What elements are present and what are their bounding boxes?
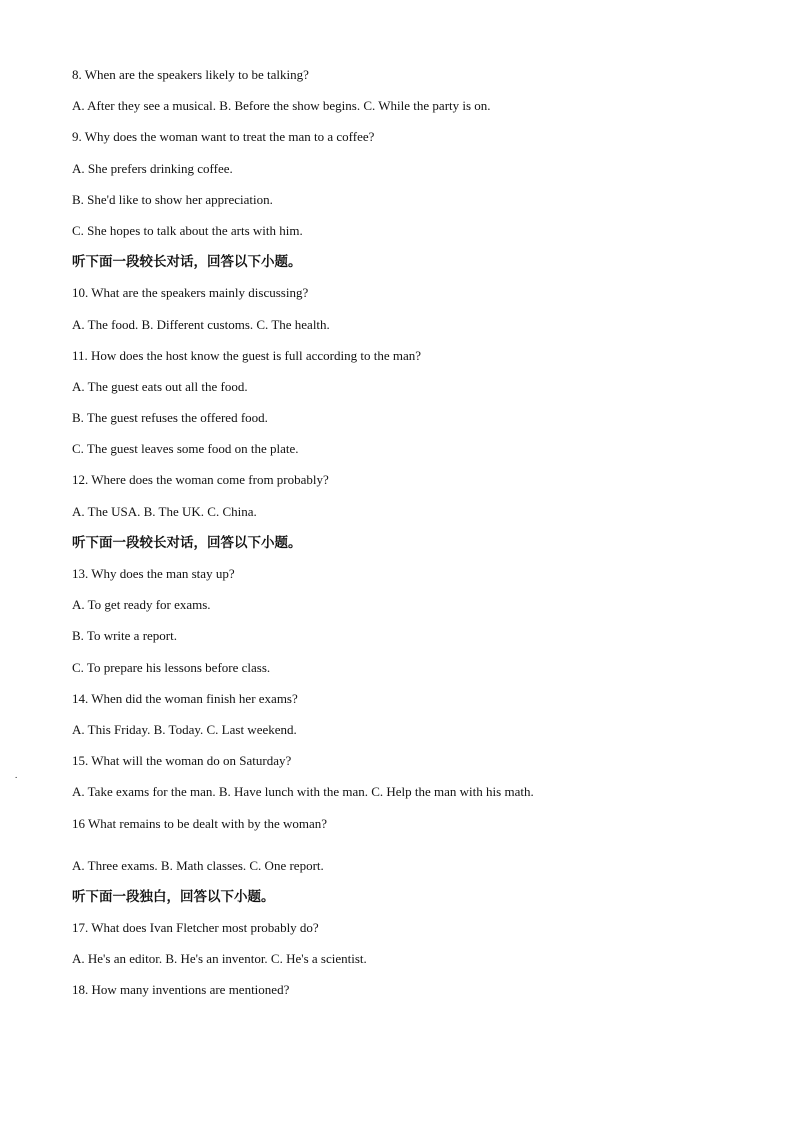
- answer-options: A. He's an editor. B. He's an inventor. C. He's a scientist.: [72, 951, 367, 967]
- question-text: 18. How many inventions are mentioned?: [72, 982, 290, 998]
- answer-options: B. To write a report.: [72, 628, 177, 644]
- stray-dot: .: [15, 770, 18, 780]
- answer-options: A. This Friday. B. Today. C. Last weekend.: [72, 721, 297, 737]
- section-heading: 听下面一段较长对话，回答以下小题。: [72, 534, 302, 551]
- question-text: 9. Why does the woman want to treat the man to a coffee?: [72, 129, 375, 145]
- answer-options: A. She prefers drinking coffee.: [72, 160, 233, 176]
- question-text: 12. Where does the woman come from probably?: [72, 472, 329, 488]
- answer-options: B. The guest refuses the offered food.: [72, 410, 268, 426]
- section-heading: 听下面一段独白，回答以下小题。: [72, 888, 275, 905]
- answer-options: C. She hopes to talk about the arts with him.: [72, 222, 303, 238]
- question-text: 10. What are the speakers mainly discussing?: [72, 285, 309, 301]
- question-text: 17. What does Ivan Fletcher most probably do?: [72, 919, 319, 935]
- answer-options: A. To get ready for exams.: [72, 597, 211, 613]
- answer-options: C. The guest leaves some food on the plate.: [72, 441, 299, 457]
- question-text: 16 What remains to be dealt with by the woman?: [72, 815, 327, 831]
- exam-page: [72, 64, 732, 1010]
- question-text: 15. What will the woman do on Saturday?: [72, 753, 292, 769]
- answer-options: A. The guest eats out all the food.: [72, 378, 248, 394]
- answer-options: A. After they see a musical. B. Before the show begins. C. While the party is on.: [72, 98, 491, 114]
- question-text: 8. When are the speakers likely to be talking?: [72, 67, 309, 82]
- answer-options: A. The USA. B. The UK. C. China.: [72, 503, 257, 519]
- answer-options: A. Take exams for the man. B. Have lunch with the man. C. Help the man with his math.: [72, 784, 534, 800]
- answer-options: C. To prepare his lessons before class.: [72, 659, 271, 675]
- answer-options: A. The food. B. Different customs. C. The health.: [72, 316, 330, 332]
- question-text: 14. When did the woman finish her exams?: [72, 690, 298, 706]
- answer-options: B. She'd like to show her appreciation.: [72, 191, 273, 207]
- answer-options: A. Three exams. B. Math classes. C. One report.: [72, 857, 324, 873]
- section-heading: 听下面一段较长对话，回答以下小题。: [72, 254, 302, 271]
- question-text: 13. Why does the man stay up?: [72, 566, 235, 581]
- question-text: 11. How does the host know the guest is full according to the man?: [72, 347, 422, 363]
